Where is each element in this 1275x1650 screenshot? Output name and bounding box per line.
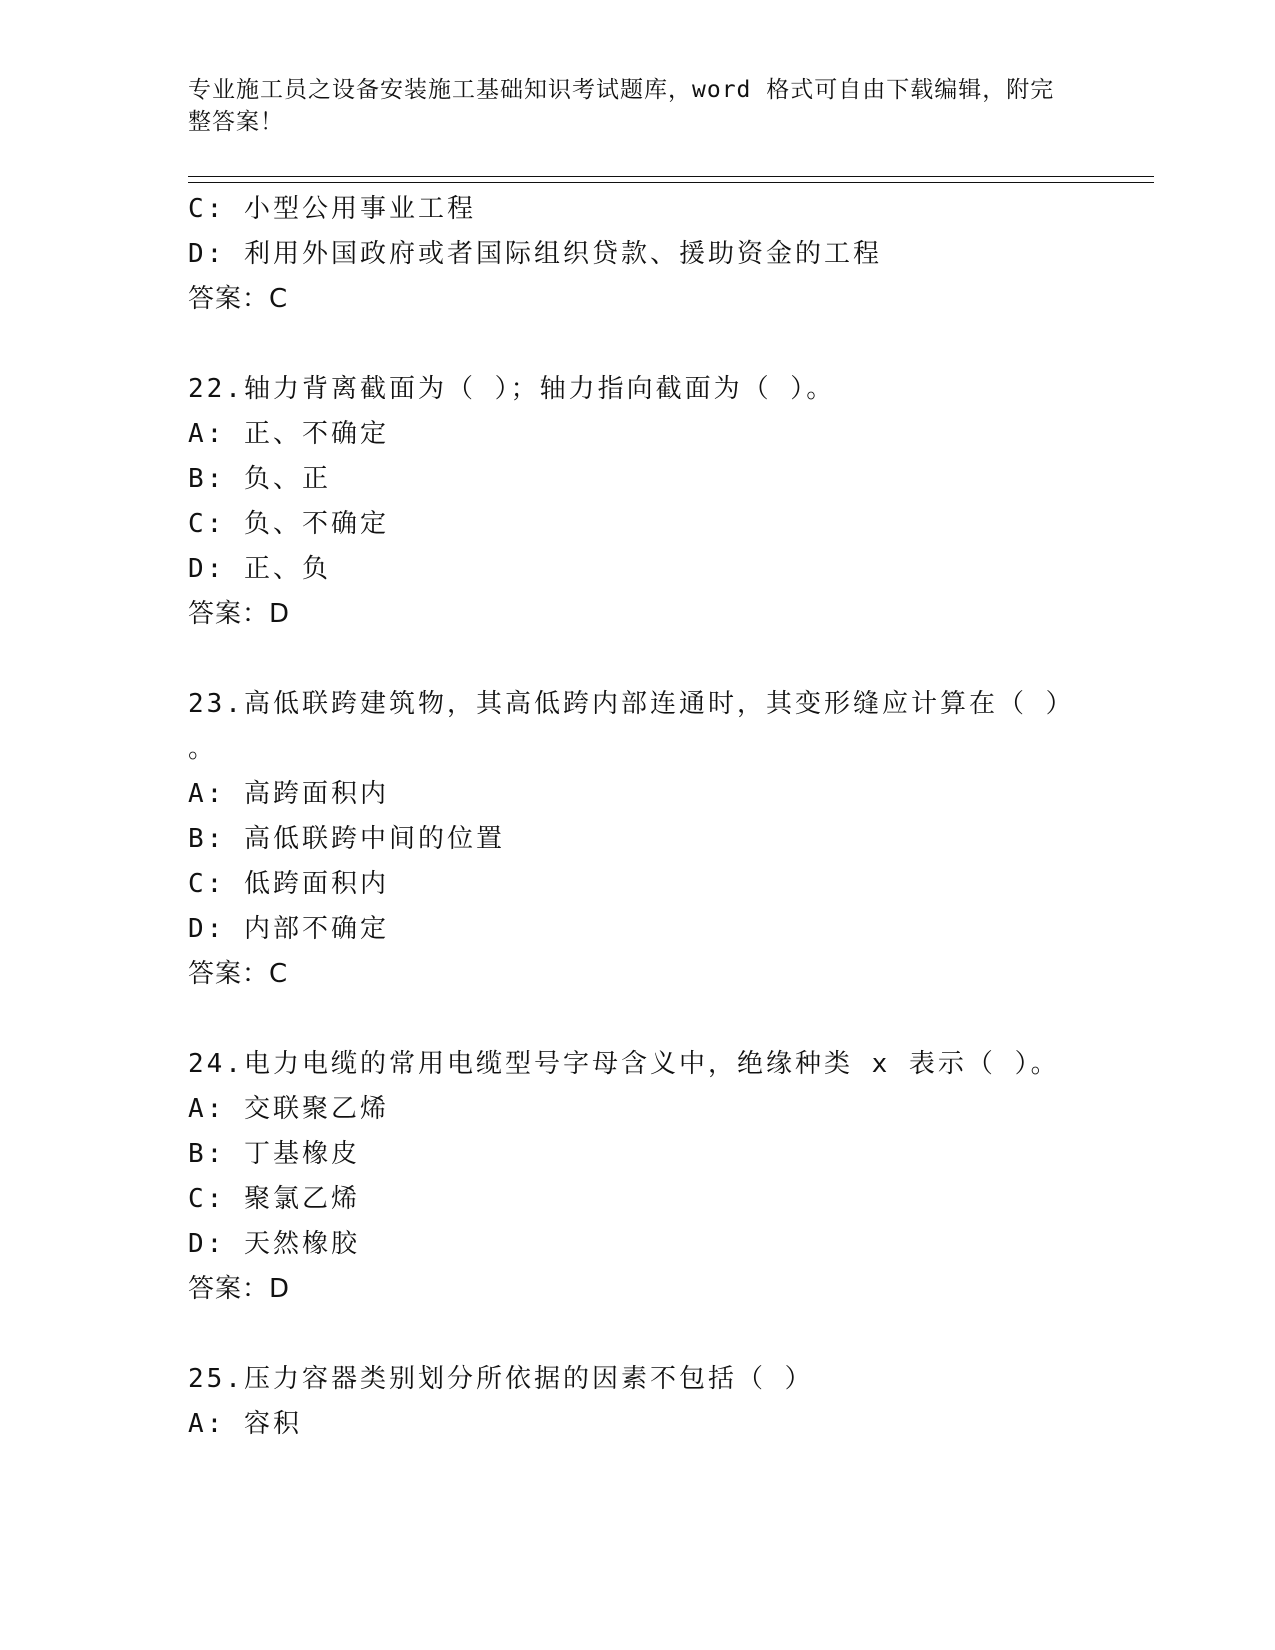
question-25: 25.压力容器类别划分所依据的因素不包括（ ）	[188, 1364, 814, 1394]
option-24-d: D: 天然橡胶	[188, 1229, 360, 1259]
option-23-b: B: 高低联跨中间的位置	[188, 824, 505, 854]
question-23-line-1: 23.高低联跨建筑物，其高低跨内部连通时，其变形缝应计算在（ ）	[188, 689, 1075, 719]
answer-21: 答案：C	[188, 284, 289, 314]
option-22-c: C: 负、不确定	[188, 509, 389, 539]
option-22-b: B: 负、正	[188, 464, 331, 494]
answer-24: 答案：D	[188, 1274, 291, 1304]
option-22-d: D: 正、负	[188, 554, 331, 584]
option-22-a: A: 正、不确定	[188, 419, 389, 449]
answer-22: 答案：D	[188, 599, 291, 629]
header-line-2: 整答案！	[188, 109, 284, 135]
option-23-d: D: 内部不确定	[188, 914, 389, 944]
option-24-a: A: 交联聚乙烯	[188, 1094, 389, 1124]
option-21-c: C: 小型公用事业工程	[188, 194, 476, 224]
question-22: 22.轴力背离截面为（ ）；轴力指向截面为（ ）。	[188, 374, 836, 404]
option-23-a: A: 高跨面积内	[188, 779, 389, 809]
header-divider-top	[188, 176, 1154, 177]
option-24-c: C: 聚氯乙烯	[188, 1184, 360, 1214]
option-23-c: C: 低跨面积内	[188, 869, 389, 899]
question-23-line-2: 。	[188, 734, 218, 764]
header-divider-bottom	[188, 182, 1154, 183]
answer-23: 答案：C	[188, 959, 289, 989]
question-24: 24.电力电缆的常用电缆型号字母含义中，绝缘种类 x 表示（ ）。	[188, 1049, 1060, 1079]
header-line-1: 专业施工员之设备安装施工基础知识考试题库，word 格式可自由下载编辑，附完	[188, 77, 1055, 103]
option-24-b: B: 丁基橡皮	[188, 1139, 360, 1169]
option-25-a: A: 容积	[188, 1409, 302, 1439]
option-21-d: D: 利用外国政府或者国际组织贷款、援助资金的工程	[188, 239, 882, 269]
document-header	[188, 74, 1068, 138]
